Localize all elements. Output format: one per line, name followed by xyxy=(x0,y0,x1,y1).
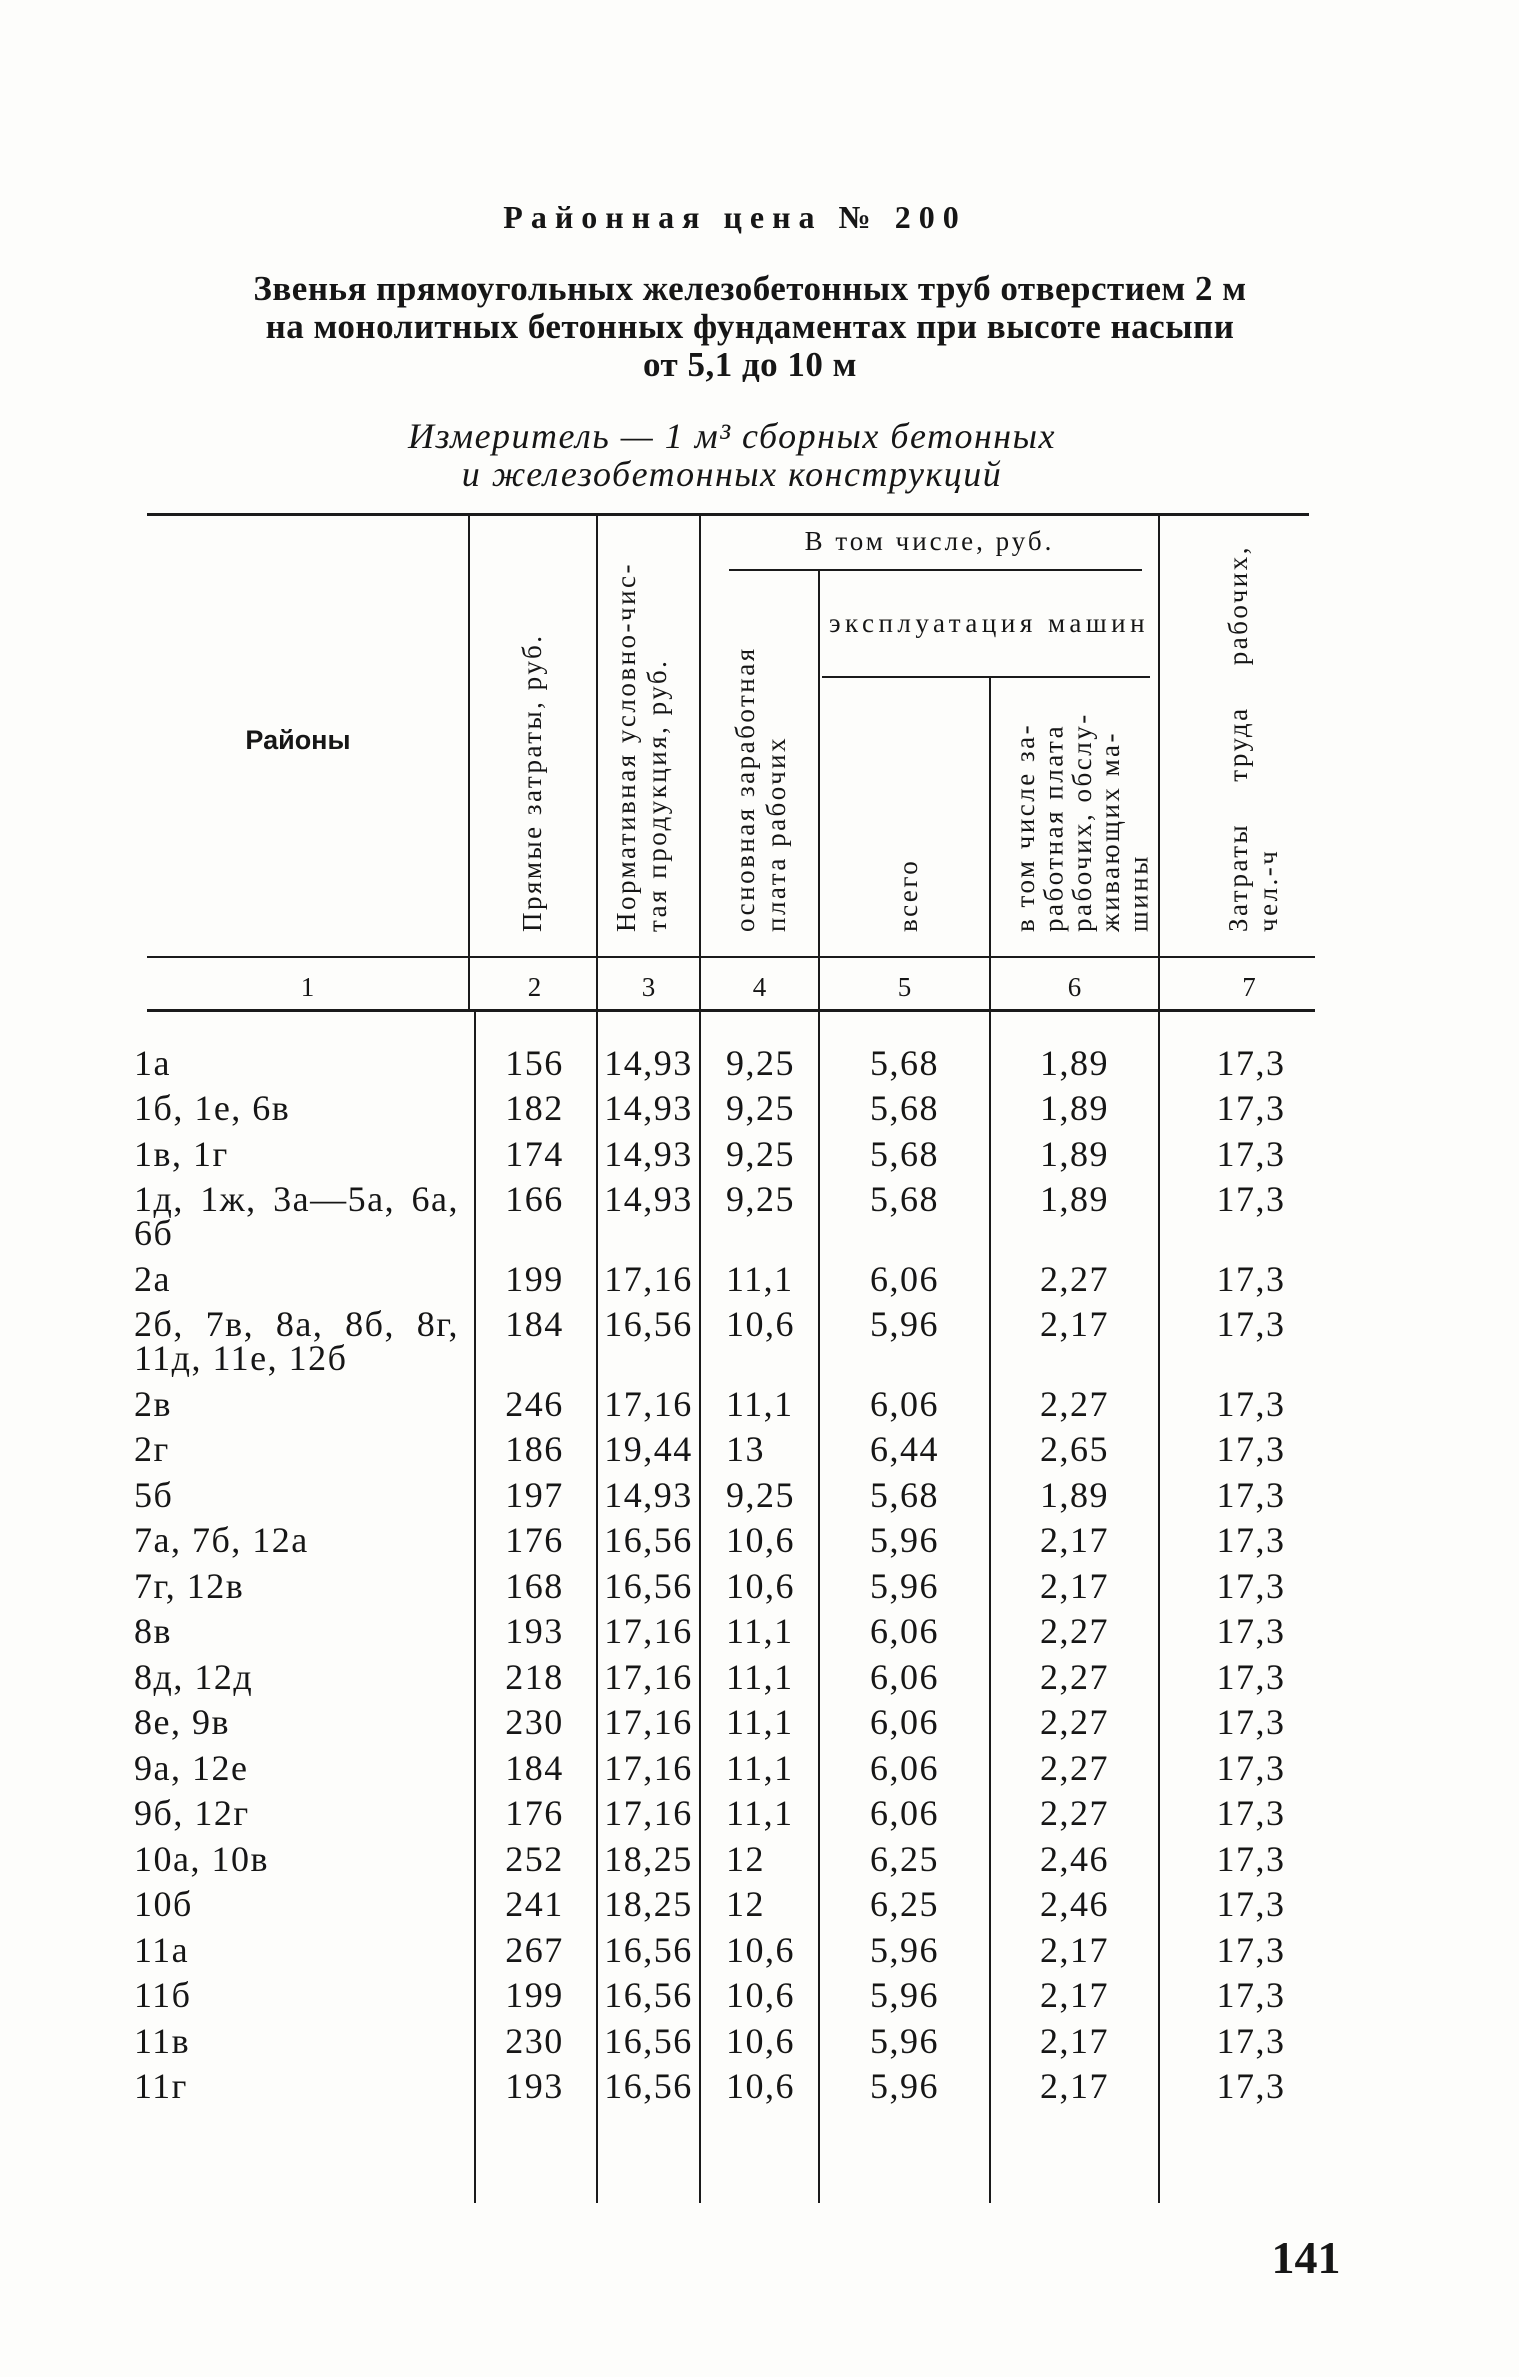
machines-total-cell: 5,68 xyxy=(870,1179,939,1220)
region-cell: 2в xyxy=(134,1383,172,1424)
machines-total-cell: 6,06 xyxy=(870,1793,939,1834)
direct-costs-cell: 197 xyxy=(505,1474,564,1515)
table-row xyxy=(0,1563,1519,1609)
base-wage-cell: 12 xyxy=(726,1884,765,1925)
labor-cell: 17,3 xyxy=(1216,1474,1286,1515)
region-cell: 2б, 7в, 8а, 8б, 8г, 11д, 11е, 12б xyxy=(134,1304,459,1379)
labor-cell: 17,3 xyxy=(1216,2020,1286,2061)
table-row xyxy=(0,1302,1519,1382)
direct-costs-cell: 230 xyxy=(505,1702,564,1743)
direct-costs-cell: 182 xyxy=(505,1088,564,1129)
machines-underline xyxy=(822,676,1150,678)
net-output-cell: 17,16 xyxy=(604,1611,693,1652)
region-cell: 9б, 12г xyxy=(134,1793,250,1834)
table-row xyxy=(0,1927,1519,1973)
machines-total-cell: 5,96 xyxy=(870,1565,939,1606)
labor-cell: 17,3 xyxy=(1216,1747,1286,1788)
machines-wage-cell: 2,17 xyxy=(1040,2066,1109,2107)
direct-costs-cell: 218 xyxy=(505,1656,564,1697)
machines-total-cell: 5,96 xyxy=(870,1304,939,1345)
direct-costs-cell: 252 xyxy=(505,1838,564,1879)
header-line: живающих ма- xyxy=(1095,730,1126,932)
header-line: основная заработная xyxy=(730,646,760,932)
header-line: тая продукция, руб. xyxy=(642,658,672,932)
machines-wage-cell: 2,65 xyxy=(1040,1429,1109,1470)
header-line: чел.-ч xyxy=(1253,848,1283,932)
net-output-header xyxy=(611,545,673,932)
direct-costs-header xyxy=(515,560,549,932)
direct-costs-cell: 176 xyxy=(505,1793,564,1834)
direct-costs-cell: 156 xyxy=(505,1042,564,1083)
labor-cell: 17,3 xyxy=(1216,1088,1286,1129)
region-cell: 1в, 1г xyxy=(134,1133,229,1174)
machines-wage-cell: 2,17 xyxy=(1040,1304,1109,1345)
column-number: 7 xyxy=(1242,972,1256,1002)
net-output-cell: 17,16 xyxy=(604,1258,693,1299)
column-divider xyxy=(468,514,470,1010)
page-number: 141 xyxy=(1271,2232,1341,2283)
net-output-cell: 16,56 xyxy=(604,1929,693,1970)
measure-unit xyxy=(232,417,1232,493)
header-line: плата рабочих xyxy=(761,735,791,932)
direct-costs-cell: 241 xyxy=(505,1884,564,1925)
base-wage-cell: 10,6 xyxy=(726,1565,795,1606)
labor-cell: 17,3 xyxy=(1216,1304,1286,1345)
net-output-cell: 14,93 xyxy=(604,1088,693,1129)
table-row xyxy=(0,2064,1519,2110)
region-cell: 11в xyxy=(134,2020,191,2061)
labor-cell: 17,3 xyxy=(1216,1565,1286,1606)
table-top-rule xyxy=(147,513,1309,516)
direct-costs-cell: 199 xyxy=(505,1258,564,1299)
labor-cell: 17,3 xyxy=(1216,1383,1286,1424)
direct-costs-cell: 199 xyxy=(505,1975,564,2016)
direct-costs-cell: 174 xyxy=(505,1133,564,1174)
base-wage-cell: 11,1 xyxy=(726,1747,794,1788)
header-line: работная плата xyxy=(1038,723,1069,932)
net-output-cell: 14,93 xyxy=(604,1133,693,1174)
page-title: Районная цена № 200 xyxy=(503,199,967,235)
region-cell: 1а xyxy=(134,1042,171,1083)
machines-total-cell: 5,96 xyxy=(870,1520,939,1561)
net-output-cell: 19,44 xyxy=(604,1429,693,1470)
column-number: 4 xyxy=(752,972,767,1002)
machines-wage-cell: 1,89 xyxy=(1040,1088,1109,1129)
machines-total-cell: 6,06 xyxy=(870,1258,939,1299)
machines-total-cell: 6,06 xyxy=(870,1747,939,1788)
region-cell: 9а, 12е xyxy=(134,1747,249,1788)
machines-wage-cell: 2,27 xyxy=(1040,1383,1109,1424)
table-row xyxy=(0,1973,1519,2019)
region-cell: 8е, 9в xyxy=(134,1702,230,1743)
header-bottom-rule xyxy=(147,956,1315,958)
base-wage-cell: 11,1 xyxy=(726,1383,794,1424)
region-cell: 8д, 12д xyxy=(134,1656,254,1697)
machines-total-cell: 6,06 xyxy=(870,1702,939,1743)
labor-cell: 17,3 xyxy=(1216,1179,1286,1220)
net-output-cell: 16,56 xyxy=(604,2066,693,2107)
base-wage-cell: 10,6 xyxy=(726,1975,795,2016)
base-wage-cell: 11,1 xyxy=(726,1258,794,1299)
net-output-cell: 14,93 xyxy=(604,1042,693,1083)
machines-total-cell: 6,06 xyxy=(870,1611,939,1652)
base-wage-cell: 12 xyxy=(726,1838,765,1879)
net-output-cell: 17,16 xyxy=(604,1702,693,1743)
net-output-cell: 16,56 xyxy=(604,1520,693,1561)
net-output-cell: 16,56 xyxy=(604,1565,693,1606)
direct-costs-cell: 193 xyxy=(505,1611,564,1652)
machines-total-cell: 5,96 xyxy=(870,1975,939,2016)
table-row xyxy=(0,1256,1519,1302)
base-wage-cell: 10,6 xyxy=(726,1304,795,1345)
machines-wage-cell: 2,17 xyxy=(1040,2020,1109,2061)
machines-total-cell: 5,68 xyxy=(870,1133,939,1174)
table-row xyxy=(0,1040,1519,1086)
column-number: 3 xyxy=(641,972,656,1002)
labor-cell: 17,3 xyxy=(1216,2066,1286,2107)
labor-cell: 17,3 xyxy=(1216,1929,1286,1970)
region-cell: 5б xyxy=(134,1474,174,1515)
base-wage-cell: 10,6 xyxy=(726,1520,795,1561)
labor-cell: 17,3 xyxy=(1216,1656,1286,1697)
net-output-cell: 14,93 xyxy=(604,1474,693,1515)
header-line: шины xyxy=(1123,854,1154,932)
base-wage-cell: 10,6 xyxy=(726,2066,795,2107)
base-wage-cell: 9,25 xyxy=(726,1179,795,1220)
table-row xyxy=(0,1131,1519,1177)
table-row xyxy=(0,1745,1519,1791)
machines-wage-header xyxy=(1011,682,1153,932)
table-row xyxy=(0,1836,1519,1882)
machines-total-cell: 6,25 xyxy=(870,1884,939,1925)
machines-wage-cell: 2,27 xyxy=(1040,1793,1109,1834)
labor-cell: 17,3 xyxy=(1216,1611,1286,1652)
machines-wage-cell: 2,27 xyxy=(1040,1611,1109,1652)
direct-costs-cell: 184 xyxy=(505,1747,564,1788)
net-output-cell: 17,16 xyxy=(604,1747,693,1788)
labor-cell: 17,3 xyxy=(1216,1520,1286,1561)
subtitle-line: Звенья прямоугольных железобетонных труб отверстием 2 м xyxy=(253,269,1247,308)
machines-wage-cell: 1,89 xyxy=(1040,1133,1109,1174)
net-output-cell: 17,16 xyxy=(604,1793,693,1834)
machines-total-header xyxy=(891,700,925,932)
machines-wage-cell: 2,17 xyxy=(1040,1565,1109,1606)
machines-wage-cell: 1,89 xyxy=(1040,1042,1109,1083)
region-cell: 7г, 12в xyxy=(134,1565,245,1606)
region-cell: 2г xyxy=(134,1429,170,1470)
base-wage-cell: 9,25 xyxy=(726,1042,795,1083)
table-row xyxy=(0,1177,1519,1257)
machines-wage-cell: 1,89 xyxy=(1040,1179,1109,1220)
subtitle-line: от 5,1 до 10 м xyxy=(642,345,858,384)
net-output-cell: 17,16 xyxy=(604,1383,693,1424)
base-wage-cell: 10,6 xyxy=(726,2020,795,2061)
header-line: Нормативная условно-чис- xyxy=(611,561,641,932)
table-row xyxy=(0,2018,1519,2064)
machines-wage-cell: 2,17 xyxy=(1040,1975,1109,2016)
direct-costs-cell: 166 xyxy=(505,1179,564,1220)
direct-costs-cell: 267 xyxy=(505,1929,564,1970)
labor-cell: 17,3 xyxy=(1216,1258,1286,1299)
net-output-cell: 17,16 xyxy=(604,1656,693,1697)
region-cell: 1д, 1ж, 3а—5а, 6а, 6б xyxy=(134,1179,459,1254)
machines-wage-cell: 2,27 xyxy=(1040,1747,1109,1788)
region-cell: 8в xyxy=(134,1611,172,1652)
base-wage-cell: 9,25 xyxy=(726,1088,795,1129)
machines-total-cell: 5,68 xyxy=(870,1042,939,1083)
base-wage-cell: 11,1 xyxy=(726,1611,794,1652)
net-output-cell: 18,25 xyxy=(604,1838,693,1879)
table-row xyxy=(0,1609,1519,1655)
including-header: В том числе, руб. xyxy=(804,526,1055,556)
base-wage-cell: 11,1 xyxy=(726,1656,794,1697)
header-line: в том числе за- xyxy=(1010,722,1040,932)
base-wage-cell: 11,1 xyxy=(726,1702,794,1743)
machines-total-cell: 6,06 xyxy=(870,1383,939,1424)
net-output-cell: 16,56 xyxy=(604,2020,693,2061)
base-wage-header xyxy=(730,545,792,932)
column-number: 5 xyxy=(897,972,912,1002)
table-row xyxy=(0,1381,1519,1427)
direct-costs-cell: 230 xyxy=(505,2020,564,2061)
labor-header xyxy=(1223,545,1283,932)
labor-cell: 17,3 xyxy=(1216,1838,1286,1879)
table-row xyxy=(0,1791,1519,1837)
subtitle-line: на монолитных бетонных фундаментах при высоте насыпи xyxy=(265,307,1235,346)
table-row xyxy=(0,1086,1519,1132)
machines-wage-cell: 2,27 xyxy=(1040,1702,1109,1743)
machines-wage-cell: 2,46 xyxy=(1040,1838,1109,1879)
measure-line: Измеритель — 1 м³ сборных бетонных xyxy=(407,416,1057,456)
base-wage-cell: 10,6 xyxy=(726,1929,795,1970)
regions-header: Районы xyxy=(245,725,351,755)
machines-wage-cell: 1,89 xyxy=(1040,1474,1109,1515)
machines-header: эксплуатация машин xyxy=(828,608,1150,638)
table-row xyxy=(0,1427,1519,1473)
region-cell: 1б, 1е, 6в xyxy=(134,1088,291,1129)
direct-costs-cell: 176 xyxy=(505,1520,564,1561)
net-output-cell: 16,56 xyxy=(604,1304,693,1345)
base-wage-cell: 13 xyxy=(726,1429,765,1470)
region-cell: 2а xyxy=(134,1258,171,1299)
direct-costs-cell: 193 xyxy=(505,2066,564,2107)
page-subtitle xyxy=(150,270,1350,384)
machines-total-cell: 5,68 xyxy=(870,1088,939,1129)
machines-total-cell: 6,25 xyxy=(870,1838,939,1879)
header-line: всего xyxy=(893,858,923,932)
header-line: Прямые затраты, руб. xyxy=(517,633,547,932)
table-row xyxy=(0,1472,1519,1518)
base-wage-cell: 11,1 xyxy=(726,1793,794,1834)
header-line: рабочих, обслу- xyxy=(1066,712,1097,932)
net-output-cell: 14,93 xyxy=(604,1179,693,1220)
machines-total-cell: 5,96 xyxy=(870,2066,939,2107)
table-row xyxy=(0,1518,1519,1564)
machines-total-cell: 5,68 xyxy=(870,1474,939,1515)
machines-wage-cell: 2,46 xyxy=(1040,1884,1109,1925)
header-line: Затраты труда рабочих, xyxy=(1223,545,1253,932)
table-row xyxy=(0,1654,1519,1700)
column-number: 6 xyxy=(1067,972,1082,1002)
machines-wage-cell: 2,17 xyxy=(1040,1520,1109,1561)
region-cell: 11г xyxy=(134,2066,188,2107)
direct-costs-cell: 186 xyxy=(505,1429,564,1470)
machines-total-cell: 5,96 xyxy=(870,1929,939,1970)
region-cell: 10б xyxy=(134,1884,193,1925)
base-wage-cell: 9,25 xyxy=(726,1474,795,1515)
labor-cell: 17,3 xyxy=(1216,1042,1286,1083)
machines-wage-cell: 2,17 xyxy=(1040,1929,1109,1970)
direct-costs-cell: 168 xyxy=(505,1565,564,1606)
table-row xyxy=(0,1882,1519,1928)
direct-costs-cell: 246 xyxy=(505,1383,564,1424)
labor-cell: 17,3 xyxy=(1216,1975,1286,2016)
region-cell: 11б xyxy=(134,1975,192,2016)
labor-cell: 17,3 xyxy=(1216,1702,1286,1743)
net-output-cell: 18,25 xyxy=(604,1884,693,1925)
labor-cell: 17,3 xyxy=(1216,1793,1286,1834)
direct-costs-cell: 184 xyxy=(505,1304,564,1345)
machines-total-cell: 6,44 xyxy=(870,1429,939,1470)
table-body xyxy=(0,1040,1519,2109)
column-number: 1 xyxy=(300,972,315,1002)
region-cell: 7а, 7б, 12а xyxy=(134,1520,309,1561)
labor-cell: 17,3 xyxy=(1216,1884,1286,1925)
machines-total-cell: 6,06 xyxy=(870,1656,939,1697)
region-cell: 11а xyxy=(134,1929,190,1970)
net-output-cell: 16,56 xyxy=(604,1975,693,2016)
base-wage-cell: 9,25 xyxy=(726,1133,795,1174)
table-row xyxy=(0,1700,1519,1746)
column-number: 2 xyxy=(527,972,542,1002)
region-cell: 10а, 10в xyxy=(134,1838,269,1879)
machines-wage-cell: 2,27 xyxy=(1040,1258,1109,1299)
labor-cell: 17,3 xyxy=(1216,1133,1286,1174)
machines-total-cell: 5,96 xyxy=(870,2020,939,2061)
machines-wage-cell: 2,27 xyxy=(1040,1656,1109,1697)
column-numbers-rule xyxy=(147,1009,1315,1012)
measure-line: и железобетонных конструкций xyxy=(461,454,1003,494)
labor-cell: 17,3 xyxy=(1216,1429,1286,1470)
